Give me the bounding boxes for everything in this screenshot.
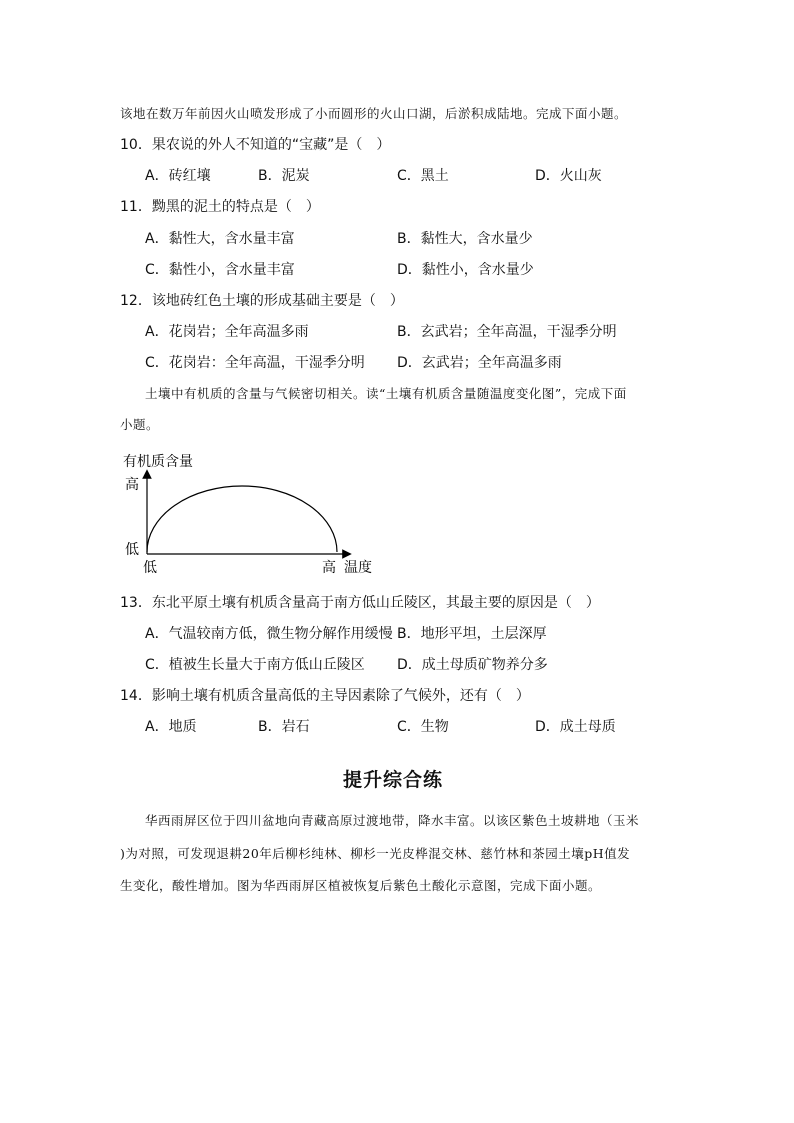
q10-option-a[interactable]: A．砖红壤 [145,168,211,184]
question-14-stem: 14．影响土壤有机质含量高低的主导因素除了气候外，还有（ ） [120,688,530,704]
question-12-stem: 12．该地砖红色土壤的形成基础主要是（ ） [120,293,404,309]
q11-option-d[interactable]: D．黏性小，含水量少 [397,262,534,278]
chart-curve [147,486,337,552]
q10-option-b[interactable]: B．泥炭 [258,168,310,184]
q11-option-a[interactable]: A．黏性大，含水量丰富 [145,231,295,247]
question-11-stem: 11．黝黑的泥土的特点是（ ） [120,199,320,215]
q10-option-d[interactable]: D．火山灰 [535,168,602,184]
chart-ytick-low: 低 [125,542,139,558]
chart-xlabel: 温度 [344,560,372,576]
intro-top: 该地在数万年前因火山喷发形成了小而圆形的火山口湖，后淤积成陆地。完成下面小题。 [120,106,628,121]
intro-bottom-line3: 生变化，酸性增加。图为华西雨屏区植被恢复后紫色土酸化示意图，完成下面小题。 [120,878,602,893]
chart-ytick-high: 高 [125,477,139,493]
organic-matter-chart [115,448,390,578]
q14-option-b[interactable]: B．岩石 [258,719,310,735]
question-13-stem: 13．东北平原土壤有机质含量高于南方低山丘陵区，其最主要的原因是（ ） [120,595,600,611]
intro-mid-line1: 土壤中有机质的含量与气候密切相关。读“土壤有机质含量随温度变化图”，完成下面 [145,386,627,401]
q11-option-c[interactable]: C．黏性小，含水量丰富 [145,262,295,278]
intro-bottom-line2: )为对照，可发现退耕20年后柳杉纯林、柳杉一光皮桦混交林、慈竹林和茶园土壤pH值发 [120,846,631,861]
q12-option-d[interactable]: D．玄武岩；全年高温多雨 [397,355,562,371]
q12-option-a[interactable]: A．花岗岩；全年高温多雨 [145,324,309,340]
q12-option-b[interactable]: B．玄武岩；全年高温，干湿季分明 [397,324,617,340]
q11-option-b[interactable]: B．黏性大，含水量少 [397,231,533,247]
section-title: 提升综合练 [343,769,444,791]
intro-mid-line2: 小题。 [120,417,160,432]
chart-ylabel: 有机质含量 [123,454,193,470]
q13-option-c[interactable]: C．植被生长量大于南方低山丘陵区 [145,657,365,673]
q13-option-d[interactable]: D．成土母质矿物养分多 [397,657,548,673]
q13-option-a[interactable]: A．气温较南方低，微生物分解作用缓慢 [145,626,393,642]
chart-xtick-low: 低 [143,560,157,576]
chart-xtick-high: 高 [322,560,336,576]
q12-option-c[interactable]: C．花岗岩：全年高温，干湿季分明 [145,355,365,371]
intro-bottom-line1: 华西雨屏区位于四川盆地向青藏高原过渡地带，降水丰富。以该区紫色土坡耕地（玉米 [145,813,640,828]
q14-option-d[interactable]: D．成土母质 [535,719,616,735]
q13-option-b[interactable]: B．地形平坦，土层深厚 [397,626,547,642]
question-10-stem: 10．果农说的外人不知道的“宝藏”是（ ） [120,137,391,153]
q14-option-c[interactable]: C．生物 [397,719,449,735]
q14-option-a[interactable]: A．地质 [145,719,197,735]
q10-option-c[interactable]: C．黑土 [397,168,449,184]
